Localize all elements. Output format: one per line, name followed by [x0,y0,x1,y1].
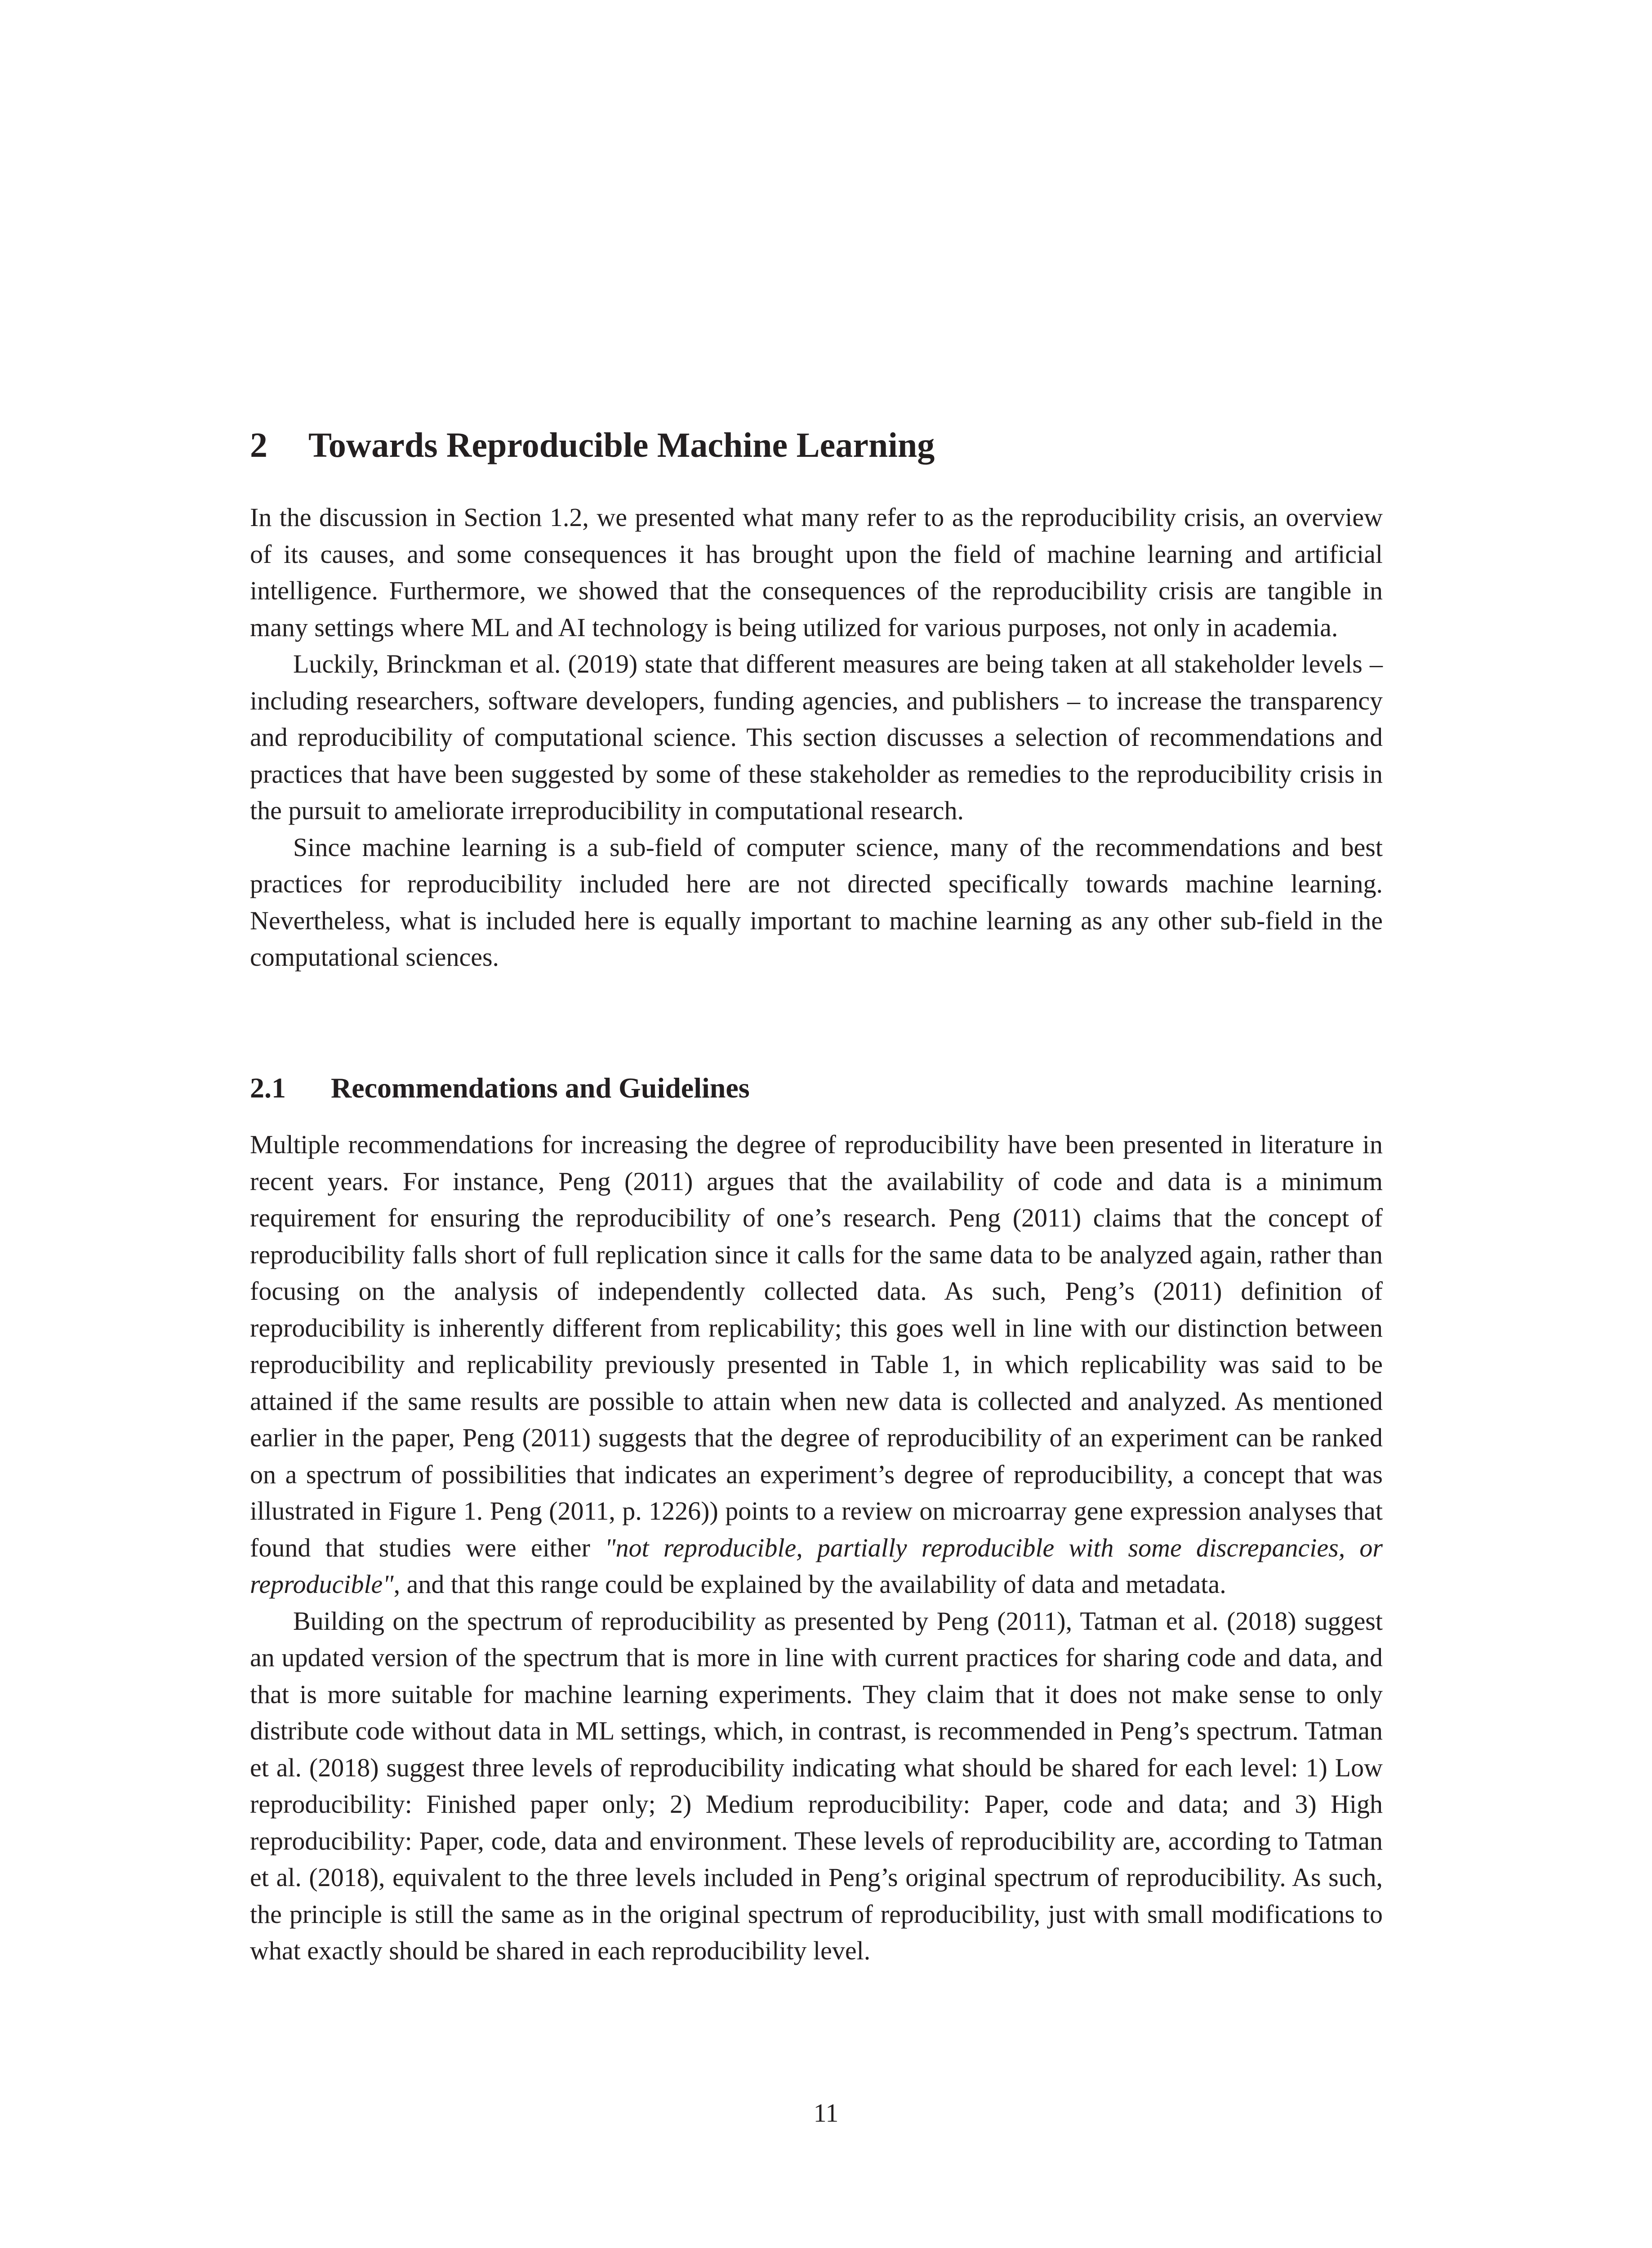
section-title: Towards Reproducible Machine Learning [308,425,935,464]
section-paragraph-3: Since machine learning is a sub-field of computer science, many of the recommendations and best practices for reproducibility included here are not directed specifically towards machine learning. Nevertheless, what is included here is equally important to machine learning as any other sub-field in the computational sciences. [250,832,1383,972]
subsection-paragraph-2: Building on the spectrum of reproducibility as presented by Peng (2011), Tatman et al. (2018) suggest an updated version of the spectrum that is more in line with current practices for sharing code and data, and that is more suitable for machine learning experiments. They claim that it does not make sense to only distribute code without data in ML settings, which, in contrast, is recommended in Peng’s spectrum. Tatman et al. (2018) suggest three levels of reproducibility indicating what should be shared for each level: 1) Low reproducibility: Finished paper only; 2) Medium reproducibility: Paper, code and data; and 3) High reproducibility: Paper, code, data and environment. These levels of reproducibility are, according to Tatman et al. (2018), equivalent to the three levels included in Peng’s original spectrum of reproducibility. As such, the principle is still the same as in the original spectrum of reproducibility, just with small modifications to what exactly should be shared in each reproducibility level. [250,1606,1383,1965]
subsection-paragraph-1 [250,1126,1383,1603]
section-heading [250,423,1401,468]
page-number: 11 [813,2098,839,2128]
quoted-text: "not reproducible, partially reproducible with some discrepancies, or reproducible" [250,1533,1383,1599]
subsection-number: 2.1 [250,1072,286,1104]
section-paragraph-1: In the discussion in Section 1.2, we presented what many refer to as the reproducibility crisis, an overview of its causes, and some consequences it has brought upon the field of machine learning and artificial intelligence. Furthermore, we showed that the consequences of the reproducibility crisis are tangible in many settings where ML and AI technology is being utilized for various purposes, not only in academia. [250,503,1383,642]
section-body [250,499,1383,976]
section-paragraph-2: Luckily, Brinckman et al. (2019) state that different measures are being taken at all stakeholder levels – including researchers, software developers, funding agencies, and publishers – to increase the transparency and reproducibility of computational science. This section discusses a selection of recommendations and practices that have been suggested by some of these stakeholder as remedies to the reproducibility crisis in the pursuit to ameliorate irreproducibility in computational research. [250,649,1383,825]
section-number: 2 [250,425,267,464]
subsection-heading [250,1068,1401,1108]
subsection-title: Recommendations and Guidelines [331,1072,750,1104]
subsection-body [250,1126,1383,1969]
paragraph-text: Multiple recommendations for increasing the degree of reproducibility have been presented in literature in recent years. For instance, Peng (2011) argues that the availability of code and data is a minimum requirement for ensuring the reproducibility of one’s research. Peng (2011) claims that the concept of reproducibility falls short of full replication since it calls for the same data to be analyzed again, rather than focusing on the analysis of independently collected data. As such, Peng’s (2011) definition of reproducibility is inherently different from replicability; this goes well in line with our distinction between reproducibility and replicability previously presented in Table 1, in which replicability was said to be attained if the same results are possible to attain when new data is collected and analyzed. As mentioned earlier in the paper, Peng (2011) suggests that the degree of reproducibility of an experiment can be ranked on a spectrum of possibilities that indicates an experiment’s degree of reproducibility, a concept that was illustrated in Figure 1. Peng (2011, p. 1226)) points to a review on microarray gene expression analyses that found that studies were either [250,1130,1383,1562]
paragraph-text: , and that this range could be explained by the availability of data and metadata. [393,1570,1226,1599]
